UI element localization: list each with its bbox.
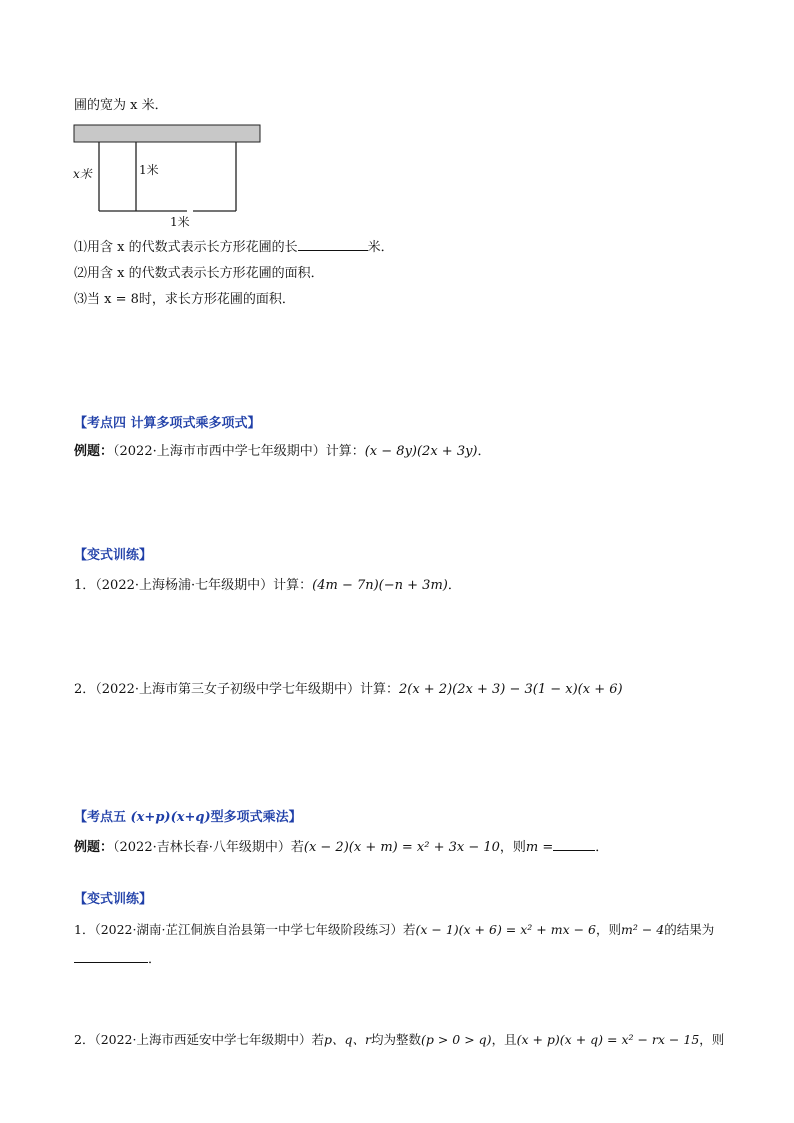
question-3: ⑶当 x = 8时，求长方形花圃的面积．	[74, 292, 295, 307]
heading-prefix: 【考点五	[74, 810, 131, 825]
item-variables: p、q、r	[324, 1032, 371, 1047]
item-mid: 均为整数	[370, 1032, 421, 1047]
item-tail: 的结果为	[664, 922, 715, 937]
answer-blank-1[interactable]	[298, 238, 368, 251]
example-end: ．	[477, 444, 491, 459]
section5-drill-heading: 【变式训练】	[74, 892, 153, 907]
section5-example	[74, 838, 608, 858]
item-expression: (x − 1)(x + 6) = x² + mx − 6	[415, 922, 596, 937]
drill5-item-1	[74, 920, 714, 940]
heading-math: (x+p)(x+q)	[130, 810, 211, 825]
item-mid: ，则	[596, 922, 622, 937]
item-number: 2．	[74, 682, 96, 697]
question-2: ⑵用含 x 的代数式表示长方形花圃的面积．	[74, 266, 324, 281]
intro-line: 圃的宽为 x 米．	[74, 98, 168, 113]
example-source: （2022·吉林长春·八年级期中）若	[113, 840, 304, 855]
question-1-text: ⑴用含 x 的代数式表示长方形花圃的长	[74, 240, 298, 255]
question-1-unit: 米．	[367, 240, 394, 255]
example-label: 例题：	[74, 444, 114, 459]
drill4-item-1	[74, 576, 461, 596]
item-expression: (x + p)(x + q) = x² − rx − 15	[516, 1032, 700, 1047]
item-end: ，则	[699, 1032, 725, 1047]
item-expression: (4m − 7n)(−n + 3m)	[312, 578, 448, 593]
item-source: （2022·上海杨浦·七年级期中）计算：	[95, 578, 313, 593]
example-end: ．	[595, 840, 609, 855]
width-label: x米	[73, 167, 92, 181]
question-1	[74, 238, 394, 258]
item-end: ．	[148, 952, 162, 967]
section5-heading	[74, 808, 302, 828]
inner-length-label: 1米	[139, 163, 159, 177]
example-variable: m =	[525, 840, 554, 855]
example-expression: (x − 2)(x + m) = x² + 3x − 10	[303, 840, 500, 855]
heading-suffix: 型多项式乘法】	[210, 810, 302, 825]
item-end: ．	[447, 578, 461, 593]
gap-label: 1米	[170, 215, 190, 229]
example-label: 例题：	[74, 840, 114, 855]
example-mid: ，则	[499, 840, 526, 855]
garden-diagram	[70, 123, 270, 233]
wall-bar	[74, 125, 260, 142]
section4-example	[74, 442, 491, 462]
drill5-item-2	[74, 1030, 724, 1050]
answer-blank-m[interactable]	[553, 838, 595, 851]
item-number: 1．	[74, 578, 96, 593]
item-condition: (p > 0 > q)	[421, 1032, 492, 1047]
section4-drill-heading: 【变式训练】	[74, 548, 153, 563]
drill5-item-1-answer	[74, 950, 161, 970]
answer-blank-result[interactable]	[74, 950, 148, 963]
example-source: （2022·上海市市西中学七年级期中）计算：	[113, 444, 365, 459]
item-expression-2: m² − 4	[621, 922, 665, 937]
item-source: （2022·湖南·芷江侗族自治县第一中学七年级阶段练习）若	[94, 922, 416, 937]
item-source: （2022·上海市西延安中学七年级期中）若	[94, 1032, 324, 1047]
item-expression: 2(x + 2)(2x + 3) − 3(1 − x)(x + 6)	[399, 682, 623, 697]
item-number: 2．	[74, 1032, 95, 1047]
item-number: 1．	[74, 922, 95, 937]
example-expression: (x − 8y)(2x + 3y)	[364, 444, 478, 459]
drill4-item-2	[74, 680, 623, 700]
item-and: ，且	[491, 1032, 517, 1047]
section4-heading: 【考点四 计算多项式乘多项式】	[74, 416, 261, 431]
item-source: （2022·上海市第三女子初级中学七年级期中）计算：	[95, 682, 399, 697]
